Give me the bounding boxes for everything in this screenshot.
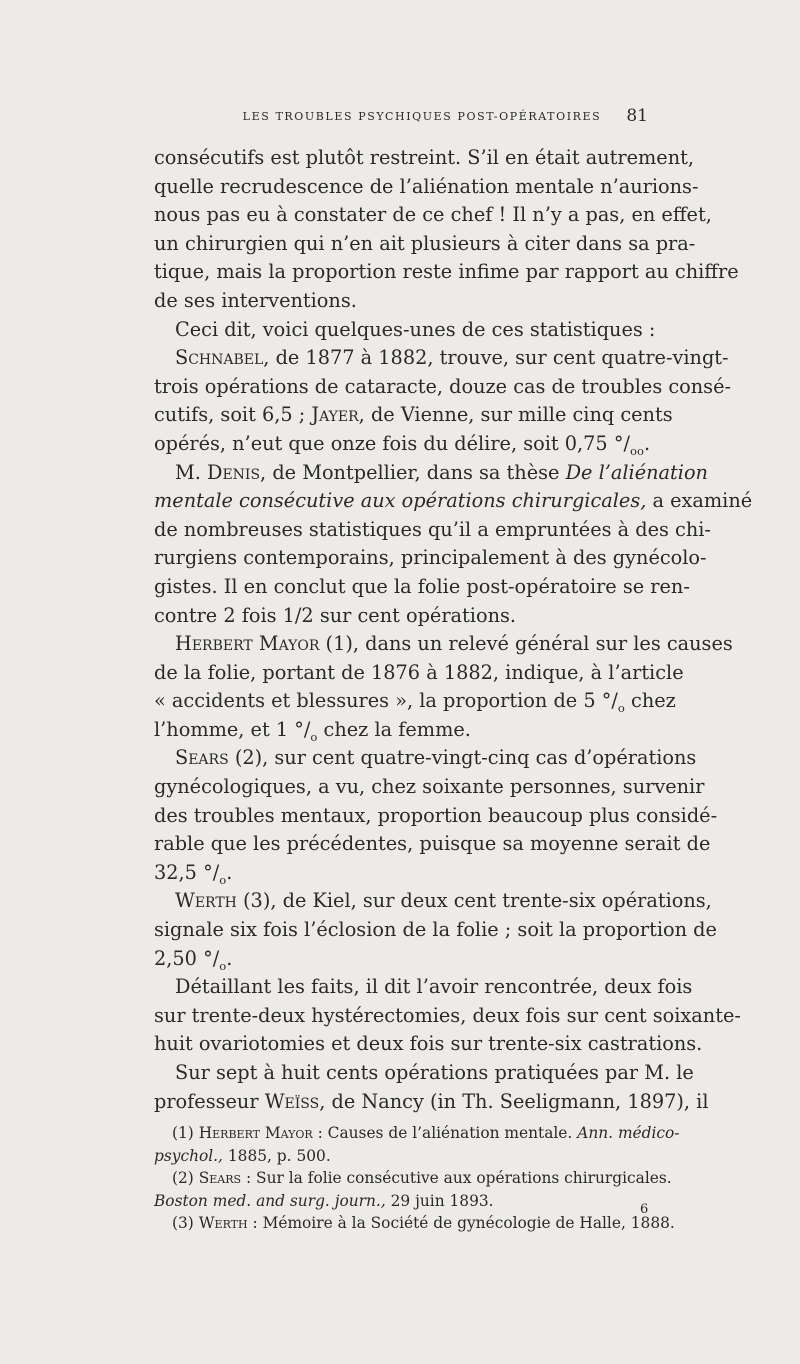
footnotes [154, 1122, 680, 1235]
text-line: Ceci dit, voici quelques-unes de ces statistiques : [175, 317, 656, 341]
text-line: Herbert Mayor (1), dans un relevé général sur les causes [175, 632, 733, 656]
text-line: l’homme, et 1 $^\circ/_o$ chez la femme. [154, 717, 471, 744]
text-line: Détaillant les faits, il dit l’avoir rencontrée, deux fois [175, 975, 693, 999]
text-line: contre 2 fois 1/2 sur cent opérations. [154, 603, 517, 627]
thesis-title: De l’aliénation [565, 460, 708, 484]
text-line: quelle recrudescence de l’aliénation mentale n’aurions- [154, 174, 699, 198]
footnote-1: (1) Herbert Mayor : Causes de l’aliénation mentale. Ann. médico- [172, 1124, 680, 1142]
text-line: de ses interventions. [154, 288, 357, 312]
author-name: Sears [175, 746, 229, 770]
text-line: Schnabel, de 1877 à 1882, trouve, sur cent quatre-vingt- [175, 346, 729, 370]
author-name: Werth [175, 889, 237, 913]
body-text [154, 144, 753, 1116]
thesis-title: mentale consécutive aux opérations chirurgicales, [154, 489, 647, 513]
text-line: cutifs, soit 6,5 ; Jayer, de Vienne, sur mille cinq cents [154, 403, 673, 427]
text-line: M. Denis, de Montpellier, dans sa thèse De l’aliénation [175, 460, 708, 484]
text-line: opérés, n’eut que onze fois du délire, soit 0,75 $^\circ/_{oo}$. [154, 431, 651, 458]
text-line: professeur Weïss, de Nancy (in Th. Seeligmann, 1897), il [154, 1089, 709, 1113]
page-number: 81 [626, 106, 648, 126]
text-line: signale six fois l’éclosion de la folie ; soit la proportion de [154, 918, 717, 942]
text-line: rable que les précédentes, puisque sa moyenne serait de [154, 832, 711, 856]
text-line: Sur sept à huit cents opérations pratiquées par M. le [175, 1061, 694, 1084]
text-line: un chirurgien qui n’en ait plusieurs à citer dans sa pra- [154, 231, 696, 255]
footnote-3: (3) Werth : Mémoire à la Société de gynécologie de Halle, 1888. [172, 1214, 675, 1233]
running-header [196, 106, 648, 128]
author-name: Herbert Mayor [175, 632, 320, 656]
text-line: 2,50 $^\circ/_o$. [154, 946, 233, 973]
text-line: Werth (3), de Kiel, sur deux cent trente-six opérations, [175, 889, 712, 913]
text-line: des troubles mentaux, proportion beaucoup plus considé- [154, 803, 718, 827]
text-line: Sears (2), sur cent quatre-vingt-cinq cas d’opérations [175, 746, 697, 770]
text-line: « accidents et blessures », la proportion de 5 $^\circ/_o$ chez [154, 689, 676, 716]
text-line: trois opérations de cataracte, douze cas de troubles consé- [154, 374, 731, 398]
text-line: de nombreuses statistiques qu’il a empruntées à des chi- [154, 517, 711, 541]
footnote-2: (2) Sears : Sur la folie consécutive aux opérations chirurgicales. [172, 1169, 672, 1188]
text-line: rurgiens contemporains, principalement à des gynécolo- [154, 546, 707, 570]
author-name: Schnabel, [175, 346, 270, 370]
text-line: gynécologiques, a vu, chez soixante personnes, survenir [154, 775, 705, 799]
text-line: consécutifs est plutôt restreint. S’il en était autrement, [154, 146, 694, 169]
text-line: sur trente-deux hystérectomies, deux fois sur cent soixante- [154, 1003, 741, 1027]
author-name: Jayer, [311, 403, 365, 427]
author-name: M. Denis, [175, 460, 267, 484]
footnote-1-cont: psychol., 1885, p. 500. [154, 1146, 331, 1165]
text-line: 32,5 $^\circ/_o$. [154, 860, 233, 887]
text-line: mentale consécutive aux opérations chirurgicales, a examiné [154, 489, 753, 513]
text-line: nous pas eu à constater de ce chef ! Il n’y a pas, en effet, [154, 203, 712, 227]
text-line: tique, mais la proportion reste infime par rapport au chiffre [154, 260, 739, 284]
text-line: de la folie, portant de 1876 à 1882, indique, à l’article [154, 660, 684, 684]
running-title: LES TROUBLES PSYCHIQUES POST-OPÉRATOIRES [242, 110, 602, 123]
signature-mark: 6 [640, 1202, 649, 1217]
footnote-2-cont: Boston med. and surg. journ., 29 juin 1893. [154, 1191, 494, 1210]
text-line: huit ovariotomies et deux fois sur trente-six castrations. [154, 1032, 703, 1056]
author-name: Weïss [264, 1089, 320, 1113]
text-line: gistes. Il en conclut que la folie post-opératoire se ren- [154, 574, 690, 598]
